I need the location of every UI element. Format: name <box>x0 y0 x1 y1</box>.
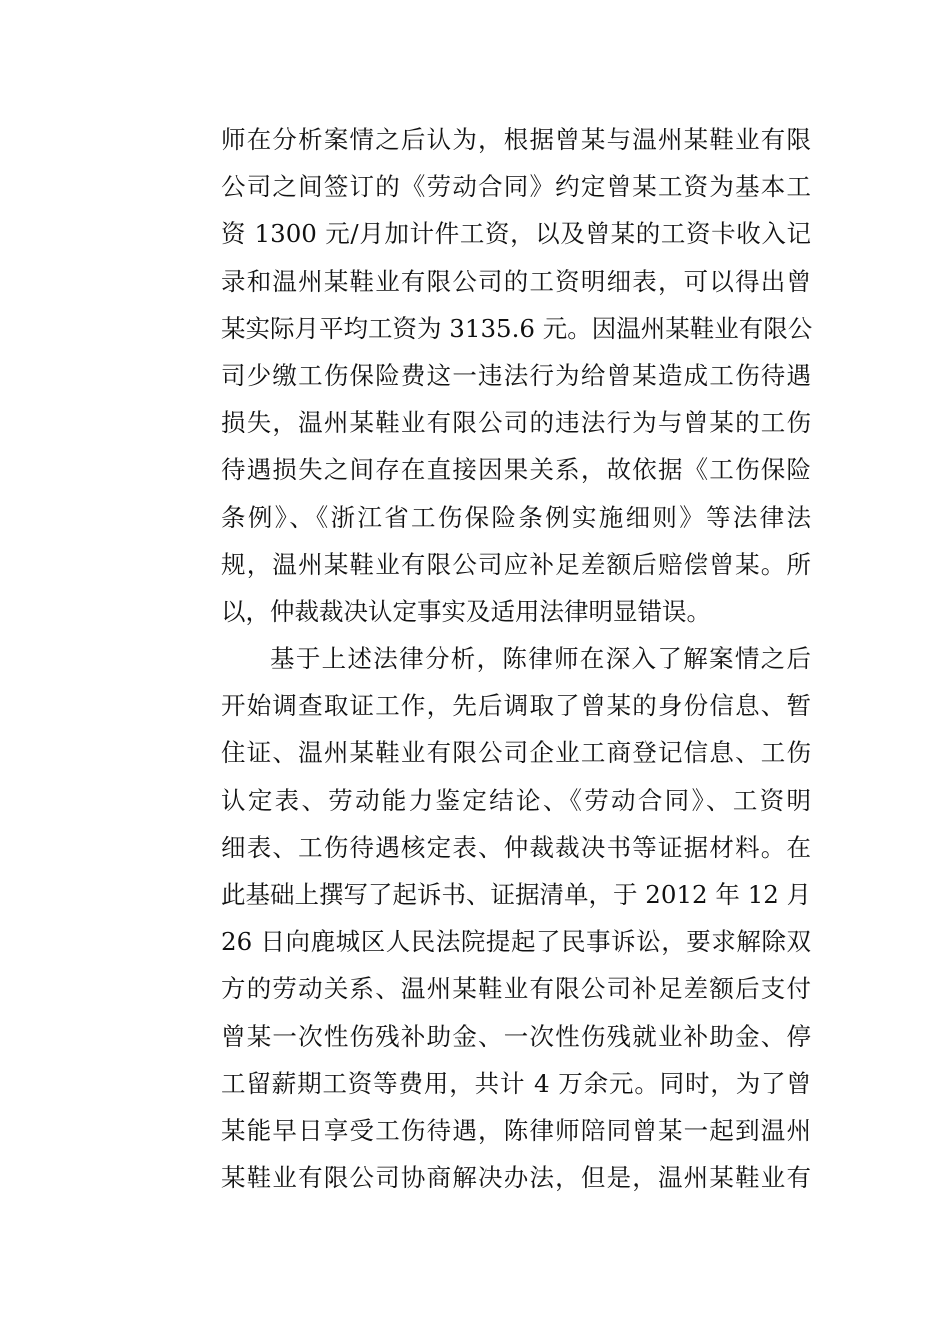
text-line: 工留薪期工资等费用，共计 4 万余元。同时，为了曾 <box>221 1068 811 1098</box>
text-line: 待遇损失之间存在直接因果关系，故依据《工伤保险 <box>221 455 811 485</box>
text-line: 某能早日享受工伤待遇，陈律师陪同曾某一起到温州 <box>221 1115 811 1145</box>
text-line: 司少缴工伤保险费这一违法行为给曾某造成工伤待遇 <box>221 360 811 390</box>
text-line: 方的劳动关系、温州某鞋业有限公司补足差额后支付 <box>221 974 811 1004</box>
text-line: 住证、温州某鞋业有限公司企业工商登记信息、工伤 <box>221 738 811 768</box>
text-line: 条例》、《浙江省工伤保险条例实施细则》等法律法 <box>221 502 811 532</box>
text-line: 开始调查取证工作，先后调取了曾某的身份信息、暂 <box>221 691 811 721</box>
text-line: 基于上述法律分析，陈律师在深入了解案情之后 <box>270 644 811 674</box>
text-line: 损失，温州某鞋业有限公司的违法行为与曾某的工伤 <box>221 408 811 438</box>
text-line: 某鞋业有限公司协商解决办法，但是，温州某鞋业有 <box>221 1163 811 1193</box>
text-line: 26 日向鹿城区人民法院提起了民事诉讼，要求解除双 <box>221 927 811 957</box>
text-line: 公司之间签订的《劳动合同》约定曾某工资为基本工 <box>221 172 811 202</box>
text-line: 细表、工伤待遇核定表、仲裁裁决书等证据材料。在 <box>221 832 811 862</box>
text-line: 师在分析案情之后认为，根据曾某与温州某鞋业有限 <box>221 125 811 154</box>
text-line: 此基础上撰写了起诉书、证据清单，于 2012 年 12 月 <box>221 880 812 909</box>
paragraph-2 <box>221 635 811 1201</box>
text-line: 规，温州某鞋业有限公司应补足差额后赔偿曾某。所 <box>221 549 811 579</box>
text-line: 以，仲裁裁决认定事实及适用法律明显错误。 <box>221 596 711 626</box>
text-line: 资 1300 元/月加计件工资，以及曾某的工资卡收入记 <box>221 219 811 249</box>
text-line: 曾某一次性伤残补助金、一次性伤残就业补助金、停 <box>221 1021 811 1051</box>
text-line: 某实际月平均工资为 3135.6 元。因温州某鞋业有限公 <box>221 313 813 343</box>
paragraph-1 <box>221 116 811 635</box>
text-line: 录和温州某鞋业有限公司的工资明细表，可以得出曾 <box>221 266 811 296</box>
body-text <box>221 116 811 1201</box>
text-line: 认定表、劳动能力鉴定结论、《劳动合同》、工资明 <box>221 785 811 815</box>
